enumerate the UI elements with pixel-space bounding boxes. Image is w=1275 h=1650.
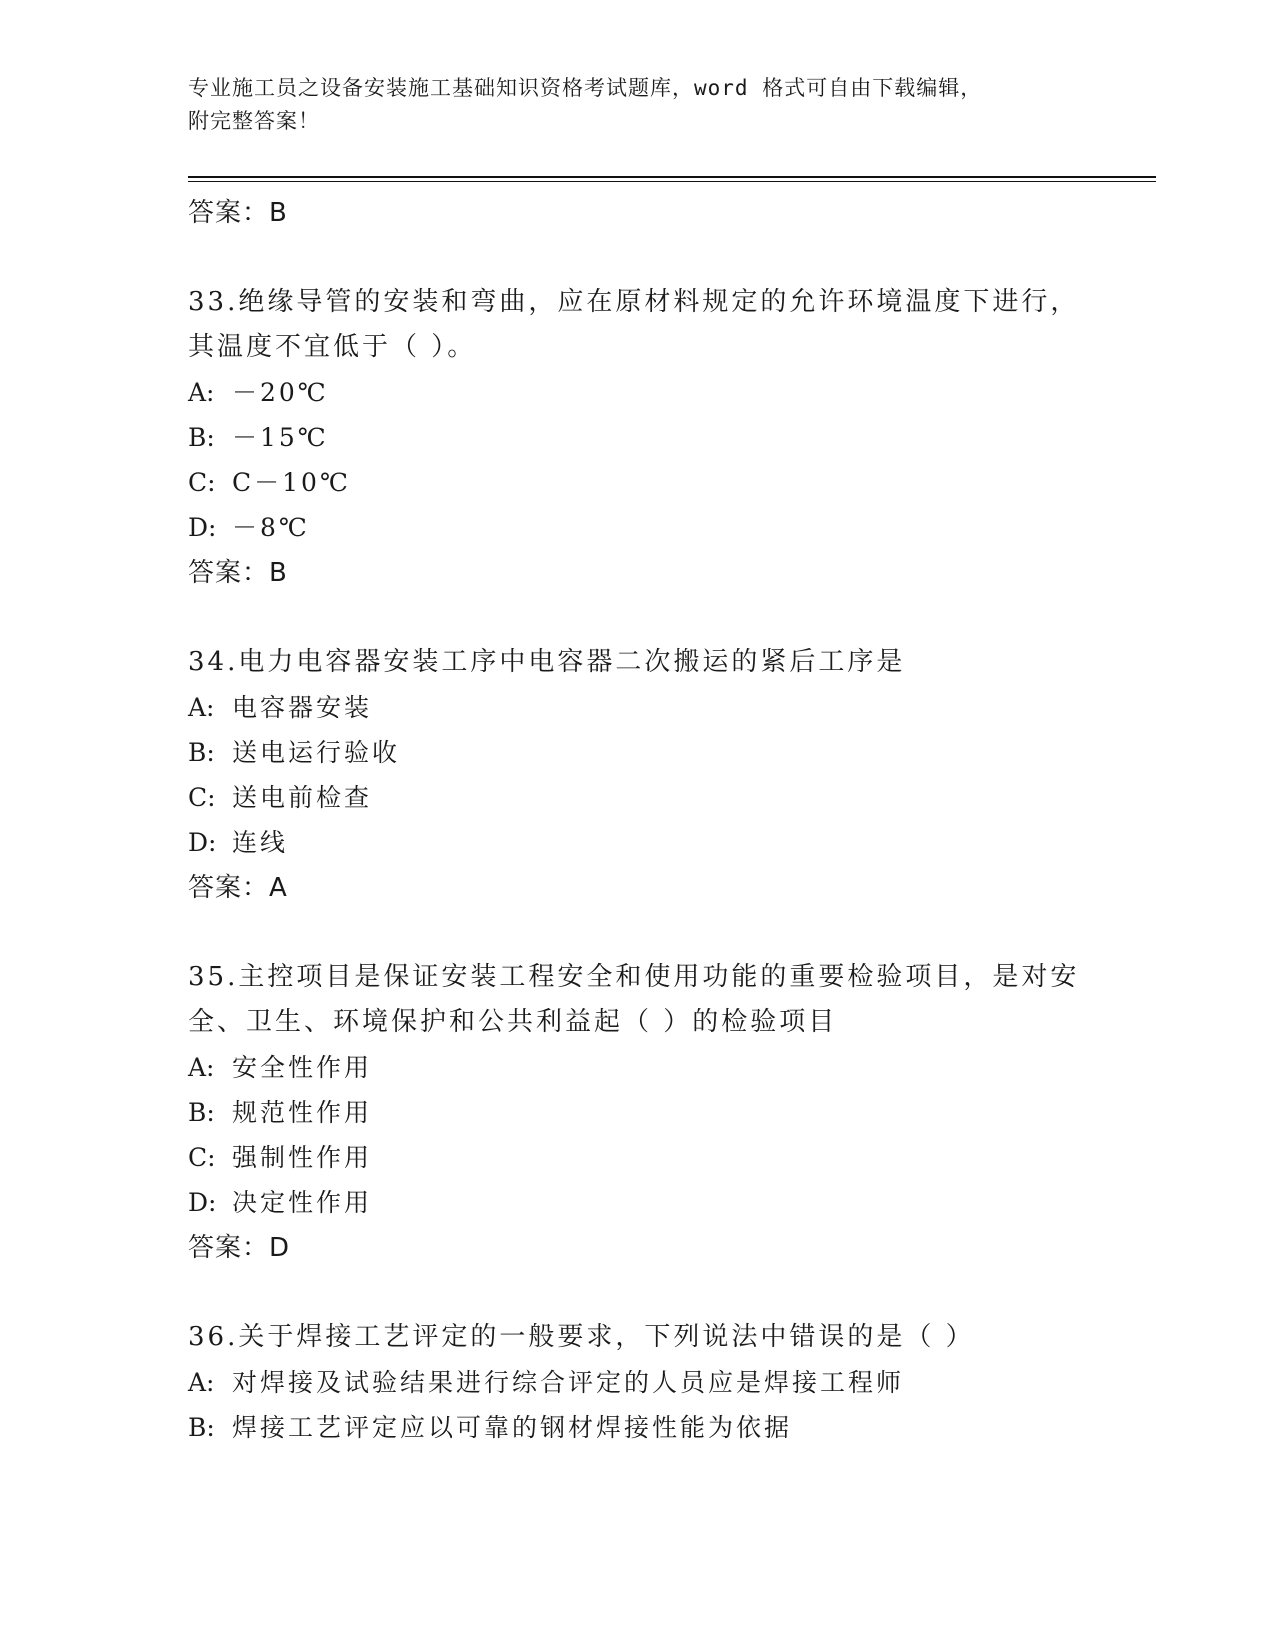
answer-line: 答案：D [188, 1233, 291, 1263]
option-d [188, 820, 1088, 865]
question-stem: 33.绝缘导管的安装和弯曲，应在原材料规定的允许环境温度下进行，其温度不宜低于（ ）。 [188, 287, 1080, 362]
option-text: C－10℃ [232, 468, 351, 497]
option-c [188, 775, 1088, 820]
option-b [188, 730, 1088, 775]
option-key: B: [188, 1413, 215, 1442]
option-text: 强制性作用 [232, 1143, 373, 1172]
option-text: 安全性作用 [232, 1053, 373, 1082]
option-text: －20℃ [232, 378, 329, 407]
option-key: A: [188, 378, 215, 407]
option-key: A: [188, 693, 215, 722]
header-divider-thin [188, 181, 1156, 182]
option-c [188, 460, 1088, 505]
question-35 [188, 955, 1088, 1271]
option-a [188, 685, 1088, 730]
header-line-1: 专业施工员之设备安装施工基础知识资格考试题库，word 格式可自由下载编辑， [188, 76, 983, 100]
option-text: 规范性作用 [232, 1098, 373, 1127]
question-stem: 36.关于焊接工艺评定的一般要求，下列说法中错误的是（ ） [188, 1322, 975, 1352]
option-key: D: [188, 1188, 217, 1217]
option-key: D: [188, 513, 217, 542]
option-b [188, 415, 1088, 460]
option-key: C: [188, 1143, 216, 1172]
option-d [188, 1180, 1088, 1225]
option-a [188, 370, 1088, 415]
option-key: B: [188, 738, 215, 767]
option-text: 连线 [232, 828, 289, 857]
option-key: B: [188, 423, 215, 452]
answer-line: 答案：B [188, 558, 288, 588]
option-key: C: [188, 783, 216, 812]
question-33 [188, 280, 1088, 596]
option-text: 对焊接及试验结果进行综合评定的人员应是焊接工程师 [232, 1368, 905, 1397]
option-key: A: [188, 1368, 215, 1397]
question-stem: 35.主控项目是保证安装工程安全和使用功能的重要检验项目，是对安全、卫生、环境保护和公共利益起（ ）的检验项目 [188, 962, 1080, 1037]
option-text: －15℃ [232, 423, 329, 452]
option-a [188, 1045, 1088, 1090]
option-key: D: [188, 828, 217, 857]
option-c [188, 1135, 1088, 1180]
option-a [188, 1360, 1088, 1405]
question-34 [188, 640, 1088, 911]
option-text: 焊接工艺评定应以可靠的钢材焊接性能为依据 [232, 1413, 793, 1442]
answer-line: 答案：B [188, 198, 288, 228]
option-b [188, 1405, 1088, 1450]
document-header [188, 72, 1088, 138]
header-line-2: 附完整答案！ [188, 109, 320, 133]
option-text: 电容器安装 [232, 693, 373, 722]
option-text: －8℃ [232, 513, 310, 542]
option-key: A: [188, 1053, 215, 1082]
option-key: C: [188, 468, 216, 497]
question-stem: 34.电力电容器安装工序中电容器二次搬运的紧后工序是 [188, 647, 906, 677]
option-d [188, 505, 1088, 550]
answer-line: 答案：A [188, 873, 288, 903]
option-text: 送电前检查 [232, 783, 373, 812]
question-36 [188, 1315, 1088, 1450]
option-b [188, 1090, 1088, 1135]
question-list [188, 190, 1088, 1450]
option-key: B: [188, 1098, 215, 1127]
option-text: 决定性作用 [232, 1188, 373, 1217]
option-text: 送电运行验收 [232, 738, 401, 767]
header-divider-thick [188, 176, 1156, 178]
